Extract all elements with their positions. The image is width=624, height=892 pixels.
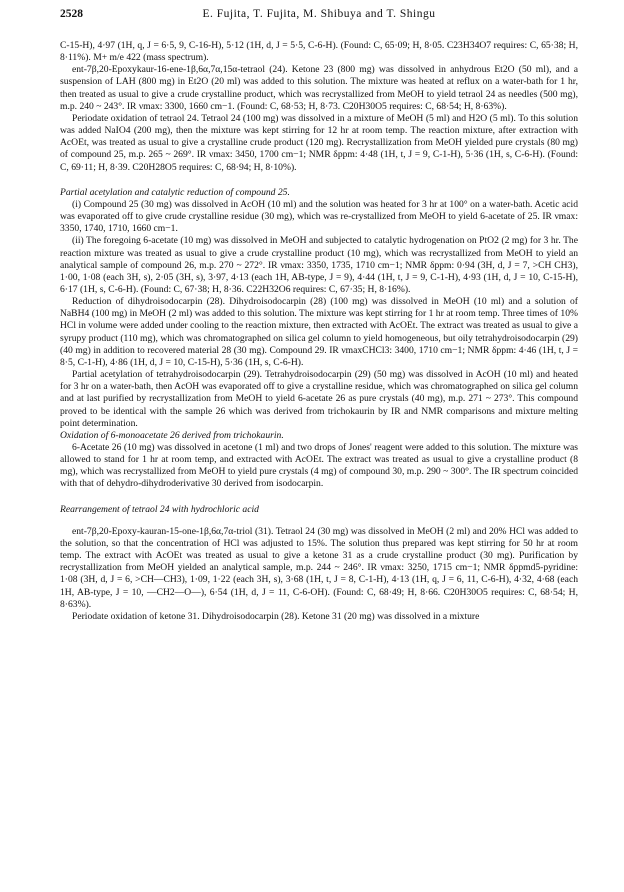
paragraph-ketone-31: ent-7β,20-Epoxy-kauran-15-one-1β,6α,7α-triol (31). Tetraol 24 (30 mg) was dissolved in MeOH (2 ml) and 20% HCl was added to the solution, so that the concentration of HCl was adjusted to 15%. The solution thus prepared was kept stirring for 50 hr at room temp. The extract with AcOEt was treated as usual to give a ketone 31 as a crude crystalline product (30 mg). Purification by recrystallization from MeOH yielded an analytical sample, m.p. 244 ~ 246°. IR νmax: 3250, 1715 cm−1; NMR δppmd5-pyridine: 1·08 (3H, d, J = 6, >CH—CH3), 1·09, 1·22 (each 3H, s), 3·68 (1H, t, J = 8, C-1-H), 4·13 (1H, q, J = 6, 11, C-6-H), 4·32, 4·68 (each 1H, AB-type, J = 10, —CH2—O—), 6·54 (1H, d, J = 11, C-6-OH). (Found: C, 68·49; H, 8·66. C20H30O5 requires: C, 68·54; H, 8·63%). — [60, 525, 578, 610]
section-heading-partial-acetylation: Partial acetylation and catalytic reduction of compound 25. — [60, 186, 290, 198]
paragraph-step-ii: (ii) The foregoing 6-acetate (10 mg) was dissolved in MeOH and subjected to catalytic hydrogenation on PtO2 (2 mg) for 3 hr. The reaction mixture was treated as usual to give a crude crystalline product (10 mg), which was recrystallized from MeOH to yield an analytical sample of compound 26, m.p. 270 ~ 272°. IR νmax: 3350, 1735, 1710 cm−1; NMR δppm: 0·94 (3H, d, J = 7, >CH CH3), 1·00, 1·08 (each 3H, s), 2·05 (3H, s), 3·97, 4·13 (each 1H, AB-type, J = 9), 4·44 (1H, t, J = 9, C-1-H), 4·93 (1H, d, J = 10, C-15-H), 6·17 (1H, s, C-6-H). (Found: C, 67·38; H, 8·36. C22H32O6 requires: C, 67·35; H, 8·16%). — [60, 235, 578, 295]
page-number: 2528 — [60, 8, 83, 20]
section-heading-oxidation: Oxidation of 6-monoacetate 26 derived from trichokaurin. — [60, 429, 284, 441]
article-body — [60, 40, 578, 623]
paragraph-oxidation-26: 6-Acetate 26 (10 mg) was dissolved in acetone (1 ml) and two drops of Jones' reagent were added to this solution. The mixture was allowed to stand for 1 hr at room temp, and extracted with AcOEt. The extract was treated as usual to give a crystalline product (8 mg), which was recrystallized from MeOH to yield pure crystals (4 mg) of compound 30, m.p. 290 ~ 300°. The IR spectrum coincided with that of dehydro-dihydroderivative 30 derived from isodocarpin. — [60, 442, 578, 490]
paragraph-tetraol-24: ent-7β,20-Epoxykaur-16-ene-1β,6α,7α,15α-tetraol (24). Ketone 23 (800 mg) was dissolved in anhydrous Et2O (50 ml), and a suspension of LAH (800 mg) in Et2O (20 ml) was added to this solution. The mixture was heated at reflux on a water-bath for 1 hr, then treated as usual to give a crude crystalline product, which was recrystallized from MeOH to yield tetraol 24 as needles (500 mg), m.p. 240 ~ 243°. IR νmax: 3300, 1660 cm−1. (Found: C, 68·53; H, 8·73. C20H30O5 requires: C, 68·54; H, 8·63%). — [60, 64, 578, 112]
paragraph-periodate-ketone-31: Periodate oxidation of ketone 31. Dihydroisodocarpin (28). Ketone 31 (20 mg) was dissolved in a mixture — [72, 610, 480, 622]
paragraph-step-i: (i) Compound 25 (30 mg) was dissolved in AcOH (10 ml) and the solution was heated for 3 hr at 100° on a water-bath. Acetic acid was evaporated off to give crude crystalline residue (30 mg), which was re-crystallized from MeOH to yield 6-acetate of 25. IR νmax: 3350, 1740, 1710, 1660 cm−1. — [60, 198, 578, 235]
paragraph-periodate-oxidation: Periodate oxidation of tetraol 24. Tetraol 24 (100 mg) was dissolved in a mixture of MeOH (5 ml) and H2O (5 ml). To this solution was added NaIO4 (200 mg), then the mixture was kept stirring for 12 hr at room temp. The reaction mixture, after extraction with AcOEt, was treated as usual to give a crystalline crude product (120 mg). Recrystallization from MeOH yielded pure crystals (80 mg) of compound 25, m.p. 265 ~ 269°. IR νmax: 3450, 1700 cm−1; NMR δppm: 4·48 (1H, t, J = 9, C-1-H), 5·36 (1H, s, C-6-H). (Found: C, 69·11; H, 8·39. C20H28O5 requires: C, 68·94; H, 8·10%). — [60, 112, 578, 173]
paragraph-continuation: C-15-H), 4·97 (1H, q, J = 6·5, 9, C-16-H), 5·12 (1H, d, J = 5·5, C-6-H). (Found: C, 65·09; H, 8·05. C23H34O7 requires: C, 65·38; H, 8·11%). M+ m/e 422 (mass spectrum). — [60, 40, 578, 64]
paragraph-reduction-dihydroisodocarpin: Reduction of dihydroisodocarpin (28). Dihydroisodocarpin (28) (100 mg) was dissolved in MeOH (10 ml) and a solution of NaBH4 (100 mg) in MeOH (2 ml) was added to this solution. The mixture was kept stirring for 1 hr at room temp. Three times of 10% HCl in volume were added under cooling to the reaction mixture, then extracted with AcOEt. The extract was treated as usual to give a syrupy product (110 mg), which was chromatographed on silica gel column to yield homogeneous, but oily tetrahydroisodocarpin (29) (40 mg) in addition to recovered material 28 (30 mg). Compound 29. IR νmaxCHCl3: 3400, 1710 cm−1; NMR δppm: 4·46 (1H, t, J = 8·5, C-1-H), 4·86 (1H, d, J = 10, C-15-H), 5·36 (1H, s, C-6-H). — [60, 296, 578, 368]
section-heading-rearrangement: Rearrangement of tetraol 24 with hydrochloric acid — [60, 503, 259, 515]
page-header — [60, 8, 578, 26]
running-head: E. Fujita, T. Fujita, M. Shibuya and T. Shingu — [202, 8, 436, 20]
paragraph-partial-acetylation-29: Partial acetylation of tetrahydroisodocarpin (29). Tetrahydroisodocarpin (29) (50 mg) was dissolved in AcOH (10 ml) and heated for 3 hr on a water-bath, then AcOH was evaporated off to give a crystalline residue, which was chromatographed on silica gel column and at last purified by recrystallization from MeOH to yield 6-acetate 26 as pure crystals (40 mg), m.p. 271 ~ 273°. This compound proved to be identical with the sample 26 which was derived from trichokaurin by IR and NMR comparisons and mixture melting point determination. — [60, 369, 578, 429]
